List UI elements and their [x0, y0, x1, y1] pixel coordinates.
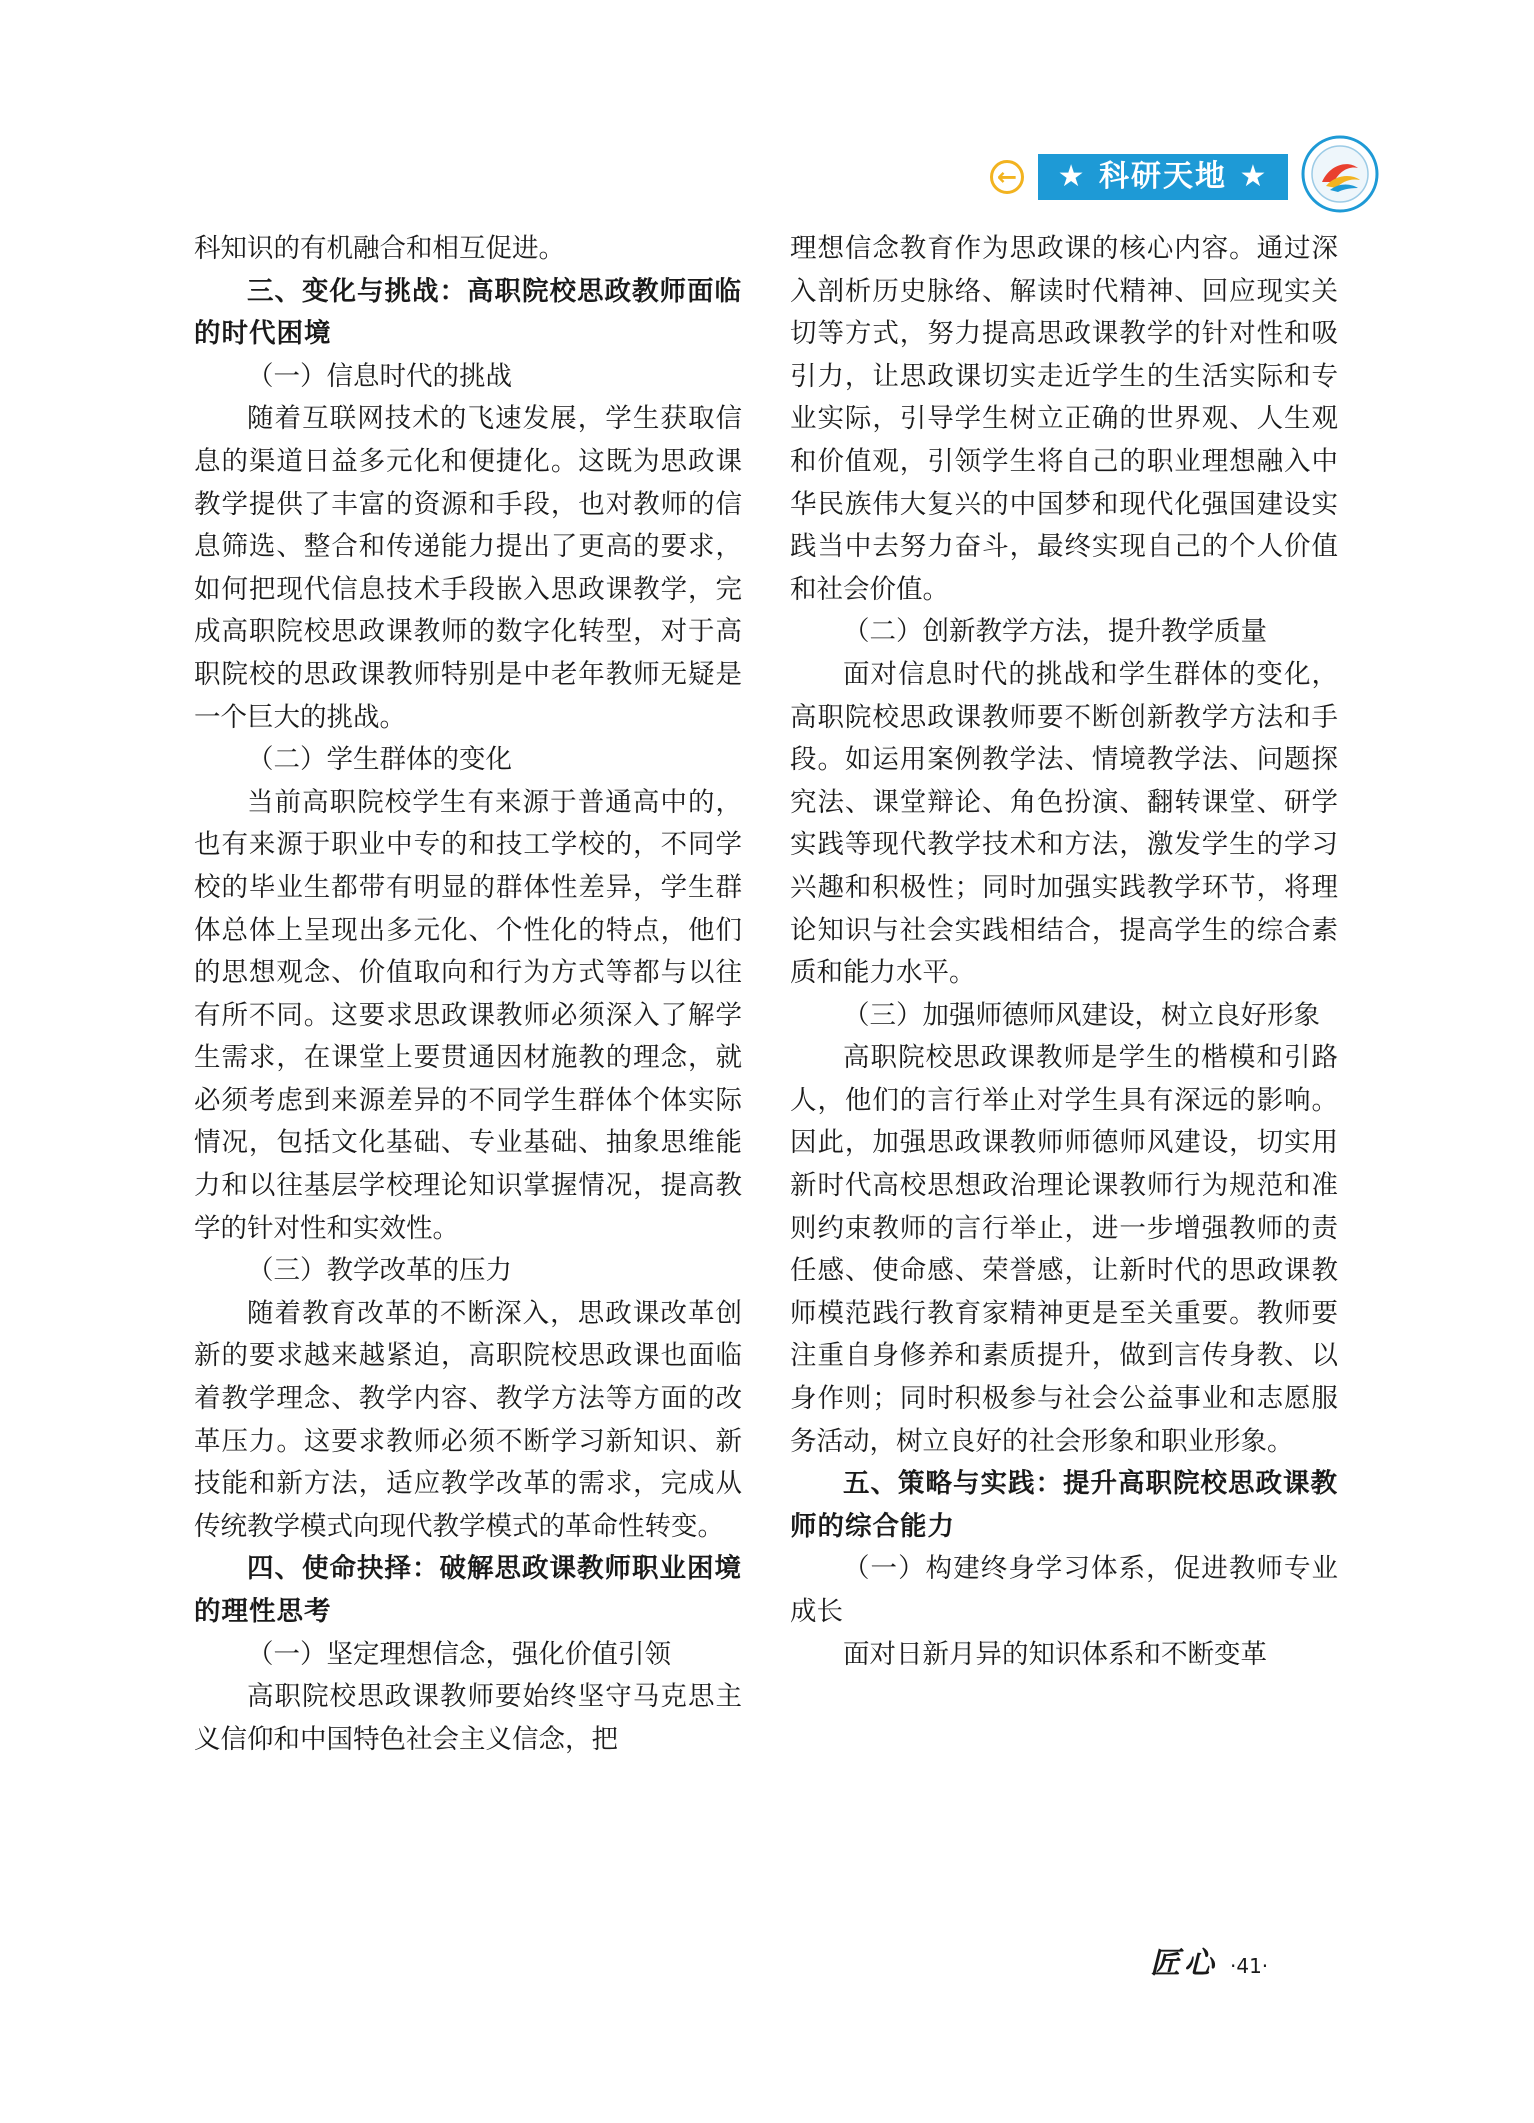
journal-logo-icon [1300, 134, 1380, 214]
body-paragraph: 科知识的有机融合和相互促进。 [194, 233, 565, 264]
page-number: ·41· [1230, 1954, 1269, 1978]
body-paragraph: 面对日新月异的知识体系和不断变革 [843, 1638, 1267, 1670]
left-column [194, 228, 742, 1761]
left-arrow-circle-icon: ← [990, 160, 1024, 194]
body-paragraph: 面对信息时代的挑战和学生群体的变化，高职院校思政课教师要不断创新教学方法和手段。如运用案例教学法、情境教学法、问题探究法、课堂辩论、角色扮演、翻转课堂、研学实践等现代教学技术和方法，激发学生的学习兴趣和积极性；同时加强实践教学环节，将理论知识与社会实践相结合，提高学生的综合素质和能力水平。 [790, 658, 1338, 989]
section-header [990, 148, 1380, 208]
body-paragraph: 随着互联网技术的飞速发展，学生获取信息的渠道日益多元化和便捷化。这既为思政课教学提供了丰富的资源和手段，也对教师的信息筛选、整合和传递能力提出了更高的要求，如何把现代信息技术手段嵌入思政课教学，完成高职院校思政课教师的数字化转型，对于高职院校的思政课教师特别是中老年教师无疑是一个巨大的挑战。 [194, 403, 742, 733]
page-footer [1150, 1938, 1268, 1982]
body-paragraph: 高职院校思政课教师要始终坚守马克思主义信仰和中国特色社会主义信念，把 [194, 1681, 742, 1755]
section-banner: ★ 科研天地 ★ [1038, 154, 1288, 200]
subsection-heading: （二）学生群体的变化 [247, 744, 512, 776]
body-paragraph: 随着教育改革的不断深入，思政课改革创新的要求越来越紧迫，高职院校思政课也面临着教学理念、教学内容、教学方法等方面的改革压力。这要求教师必须不断学习新知识、新技能和新方法，适应教学改革的需求，完成从传统教学模式向现代教学模式的革命性转变。 [194, 1297, 742, 1542]
body-paragraph: 高职院校思政课教师是学生的楷模和引路人，他们的言行举止对学生具有深远的影响。因此，加强思政课教师师德师风建设，切实用新时代高校思想政治理论课教师行为规范和准则约束教师的言行举止，进一步增强教师的责任感、使命感、荣誉感，让新时代的思政课教师模范践行教育家精神更是至关重要。教师要注重自身修养和素质提升，做到言传身教、以身作则；同时积极参与社会公益事业和志愿服务活动，树立良好的社会形象和职业形象。 [790, 1042, 1338, 1457]
subsection-heading: （二）创新教学方法，提升教学质量 [843, 616, 1267, 648]
section-heading: 三、变化与挑战：高职院校思政教师面临的时代困境 [194, 275, 742, 350]
subsection-heading: （三）加强师德师风建设，树立良好形象 [843, 999, 1320, 1031]
body-paragraph: 当前高职院校学生有来源于普通高中的，也有来源于职业中专的和技工学校的，不同学校的毕业生都带有明显的群体性差异，学生群体总体上呈现出多元化、个性化的特点，他们的思想观念、价值取向和行为方式等都与以往有所不同。这要求思政课教师必须深入了解学生需求，在课堂上要贯通因材施教的理念，就必须考虑到来源差异的不同学生群体个体实际情况，包括文化基础、专业基础、抽象思维能力和以往基层学校理论知识掌握情况，提高教学的针对性和实效性。 [194, 786, 742, 1244]
section-heading: 五、策略与实践：提升高职院校思政课教师的综合能力 [790, 1468, 1338, 1542]
subsection-heading: （三）教学改革的压力 [247, 1255, 512, 1287]
right-column [790, 228, 1338, 1676]
body-paragraph: 理想信念教育作为思政课的核心内容。通过深入剖析历史脉络、解读时代精神、回应现实关切等方式，努力提高思政课教学的针对性和吸引力，让思政课切实走近学生的生活实际和专业实际，引导学生树立正确的世界观、人生观和价值观，引领学生将自己的职业理想融入中华民族伟大复兴的中国梦和现代化强国建设实践当中去努力奋斗，最终实现自己的个人价值和社会价值。 [790, 233, 1338, 605]
section-heading: 四、使命抉择：破解思政课教师职业困境的理性思考 [194, 1553, 742, 1627]
magazine-name: 匠心 [1150, 1946, 1218, 1981]
subsection-heading: （一）坚定理想信念，强化价值引领 [247, 1638, 671, 1670]
subsection-heading: （一）构建终身学习体系，促进教师专业成长 [790, 1553, 1338, 1627]
subsection-heading: （一）信息时代的挑战 [247, 360, 512, 392]
